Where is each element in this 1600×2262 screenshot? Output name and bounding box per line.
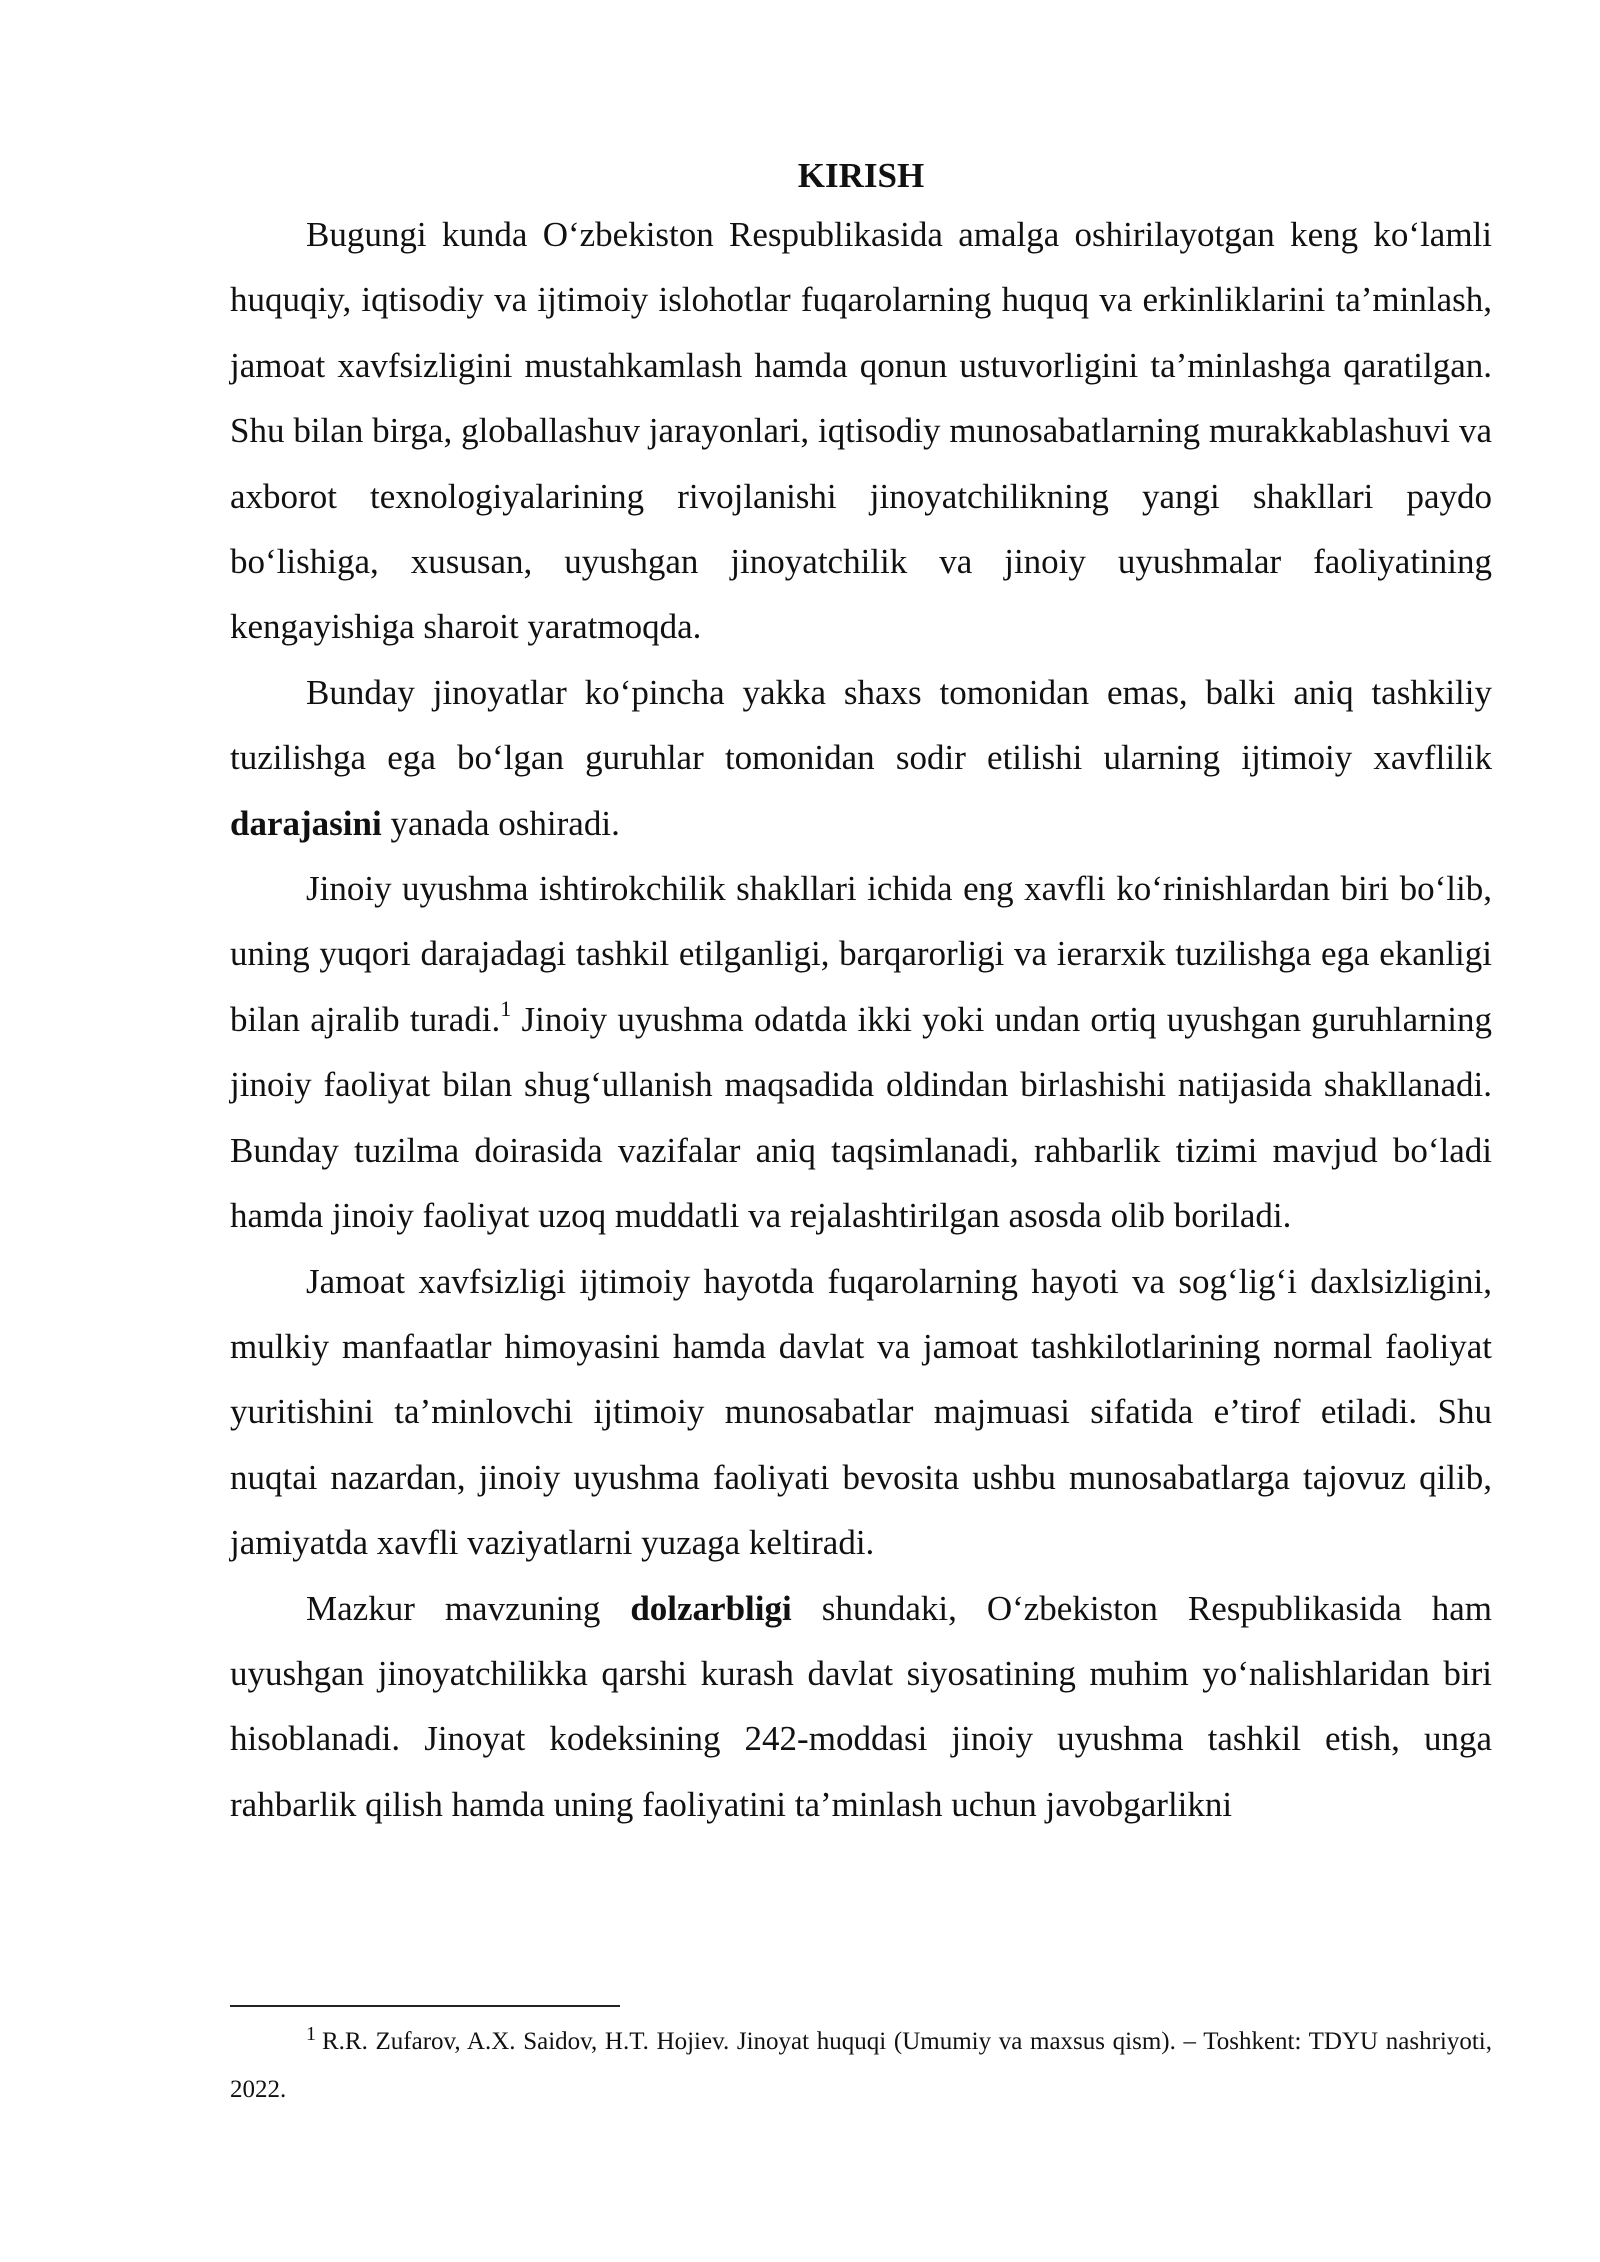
page-body	[230, 150, 1492, 1837]
paragraph-3-text-after: Jinoiy uyushma odatda ikki yoki undan ortiq uyushgan guruhlarning jinoiy faoliyat bilan shug‘ullanish maqsadida oldindan birlashishi natijasida shakllanadi. Bunday tuzilma doirasida vazifalar aniq taqsimlanadi, rahbarlik tizimi mavjud bo‘ladi hamda jinoiy faoliyat uzoq muddatli va rejalashtirilgan asosda olib boriladi.	[230, 999, 1492, 1236]
paragraph-2-text-before: Bunday jinoyatlar ko‘pincha yakka shaxs tomonidan emas, balki aniq tashkiliy tuzilishga ega bo‘lgan guruhlar tomonidan sodir etilishi ularning ijtimoiy xavflilik	[230, 672, 1492, 778]
footnote-number: 1	[306, 2022, 316, 2045]
paragraph-4	[230, 1249, 1492, 1576]
paragraph-2-bold-term: darajasini	[230, 803, 382, 843]
footnote-reference[interactable]: 1	[500, 996, 512, 1022]
page-title: KIRISH	[797, 156, 925, 195]
footnote-separator	[230, 2005, 620, 2007]
paragraph-5	[230, 1576, 1492, 1838]
paragraph-5-text-before: Mazkur mavzuning	[306, 1588, 631, 1628]
paragraph-3-text-before: Jinoiy uyushma ishtirokchilik shakllari ichida eng xavfli ko‘rinishlardan biri bo‘lib, uning yuqori darajadagi tashkil etilganligi, barqarorligi va ierarxik tuzilishga ega ekanligi bilan ajralib turadi.	[230, 869, 1492, 1039]
paragraph-5-bold-term: dolzarbligi	[630, 1588, 792, 1628]
paragraph-5-text-after: shundaki, O‘zbekiston Respublikasida ham uyushgan jinoyatchilikka qarshi kurash davlat siyosatining muhim yo‘nalishlaridan biri hisoblanadi. Jinoyat kodeksining 242-moddasi jinoiy uyushma tashkil etish, unga rahbarlik qilish hamda uning faoliyatini ta’minlash uchun javobgarlikni	[230, 1588, 1492, 1824]
paragraph-3	[230, 856, 1492, 1248]
footnote	[230, 2018, 1492, 2114]
paragraph-1	[230, 202, 1492, 660]
paragraph-2-text-after: yanada oshiradi.	[381, 803, 620, 843]
paragraph-1-text: Bugungi kunda O‘zbekiston Respublikasida amalga oshirilayotgan keng ko‘lamli huquqiy, iqtisodiy va ijtimoiy islohotlar fuqarolarning huquq va erkinliklarini ta’minlash, jamoat xavfsizligini mustahkamlash hamda qonun ustuvorligini ta’minlashga qaratilgan. Shu bilan birga, globallashuv jarayonlari, iqtisodiy munosabatlarning murakkablashuvi va axborot texnologiyalarining rivojlanishi jinoyatchilikning yangi shakllari paydo bo‘lishiga, xususan, uyushgan jinoyatchilik va jinoiy uyushmalar faoliyatining kengayishiga sharoit yaratmoqda.	[230, 215, 1492, 647]
footnote-text: R.R. Zufarov, A.X. Saidov, H.T. Hojiev. Jinoyat huquqi (Umumiy va maxsus qism). – Toshkent: TDYU nashriyoti, 2022.	[230, 2028, 1492, 2103]
paragraph-4-text: Jamoat xavfsizligi ijtimoiy hayotda fuqarolarning hayoti va sog‘lig‘i daxlsizligini, mulkiy manfaatlar himoyasini hamda davlat va jamoat tashkilotlarining normal faoliyat yuritishini ta’minlovchi ijtimoiy munosabatlar majmuasi sifatida e’tirof etiladi. Shu nuqtai nazardan, jinoiy uyushma faoliyati bevosita ushbu munosabatlarga tajovuz qilib, jamiyatda xavfli vaziyatlarni yuzaga keltiradi.	[230, 1261, 1492, 1563]
paragraph-2	[230, 660, 1492, 856]
